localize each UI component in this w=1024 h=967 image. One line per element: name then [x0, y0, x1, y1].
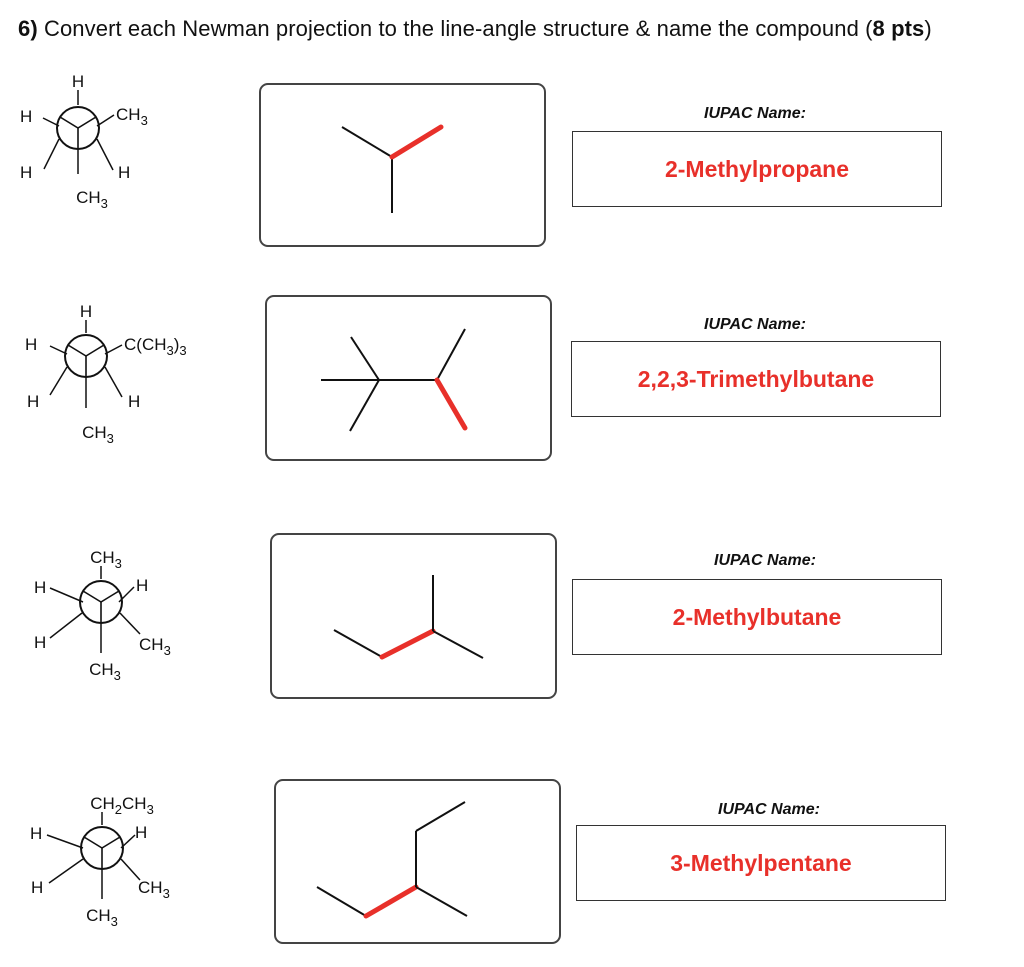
line-angle-structure-box-2 [265, 295, 552, 461]
newman-top-label: $CH_3$ [90, 548, 122, 571]
answer-text-3: 2-Methylbutane [672, 603, 842, 630]
newman-upper-left-label: H [34, 578, 47, 597]
newman-upper-right-label: $CH_3$ [116, 105, 148, 128]
newman-projection-4 [14, 785, 234, 935]
newman-projection-1 [0, 70, 220, 220]
iupac-name-label-4: IUPAC Name: [718, 801, 820, 818]
newman-lower-right-label: $CH_3$ [139, 635, 171, 658]
iupac-name-label-1: IUPAC Name: [704, 105, 806, 122]
answer-text-2: 2,2,3-Trimethylbutane [637, 365, 875, 392]
answer-text-4: 3-Methylpentane [670, 849, 852, 876]
newman-upper-left-label: H [20, 107, 33, 126]
newman-bottom-label: $CH_3$ [76, 188, 108, 211]
newman-top-label: H [71, 72, 85, 91]
question-title [18, 16, 932, 42]
newman-upper-right-label: H [136, 576, 149, 595]
newman-bottom-label: $CH_3$ [82, 423, 114, 446]
newman-lower-left-label: H [31, 878, 44, 897]
line-angle-structure-box-1 [259, 83, 546, 247]
newman-projection-3 [12, 538, 232, 688]
answer-box-2 [571, 341, 941, 417]
newman-bottom-label: $CH_3$ [89, 660, 121, 683]
answer-box-1 [572, 131, 942, 207]
newman-bottom-label: $CH_3$ [86, 906, 118, 929]
newman-lower-left-label: H [34, 633, 47, 652]
iupac-name-label-2: IUPAC Name: [704, 316, 806, 333]
line-angle-structure-4 [276, 781, 563, 946]
question-number: 6) [18, 16, 38, 41]
newman-lower-left-label: H [27, 392, 40, 411]
newman-upper-left-label: H [25, 335, 38, 354]
newman-lower-right-label: H [128, 392, 141, 411]
answer-box-4 [576, 825, 946, 901]
newman-top-label: $CH_2CH_3$ [90, 794, 154, 817]
newman-upper-left-label: H [30, 824, 43, 843]
iupac-name-label-3: IUPAC Name: [714, 552, 816, 569]
newman-upper-right-label: H [135, 823, 148, 842]
line-angle-structure-2 [267, 297, 554, 463]
newman-projection-2 [2, 298, 232, 448]
newman-lower-right-label: H [118, 163, 131, 182]
question-text: Convert each Newman projection to the line-angle structure & name the compound ( [43, 16, 873, 41]
newman-upper-right-label: $C(CH_3)_3$ [124, 335, 187, 358]
question-points: 8 pts [872, 16, 925, 41]
line-angle-structure-1 [261, 85, 548, 249]
line-angle-structure-3 [272, 535, 559, 701]
newman-lower-left-label: H [20, 163, 33, 182]
line-angle-structure-box-3 [270, 533, 557, 699]
answer-box-3 [572, 579, 942, 655]
line-angle-structure-box-4 [274, 779, 561, 944]
answer-text-1: 2-Methylpropane [664, 155, 850, 182]
newman-top-label: H [79, 302, 93, 321]
question-text-end: ) [924, 16, 932, 41]
newman-lower-right-label: $CH_3$ [138, 878, 170, 901]
